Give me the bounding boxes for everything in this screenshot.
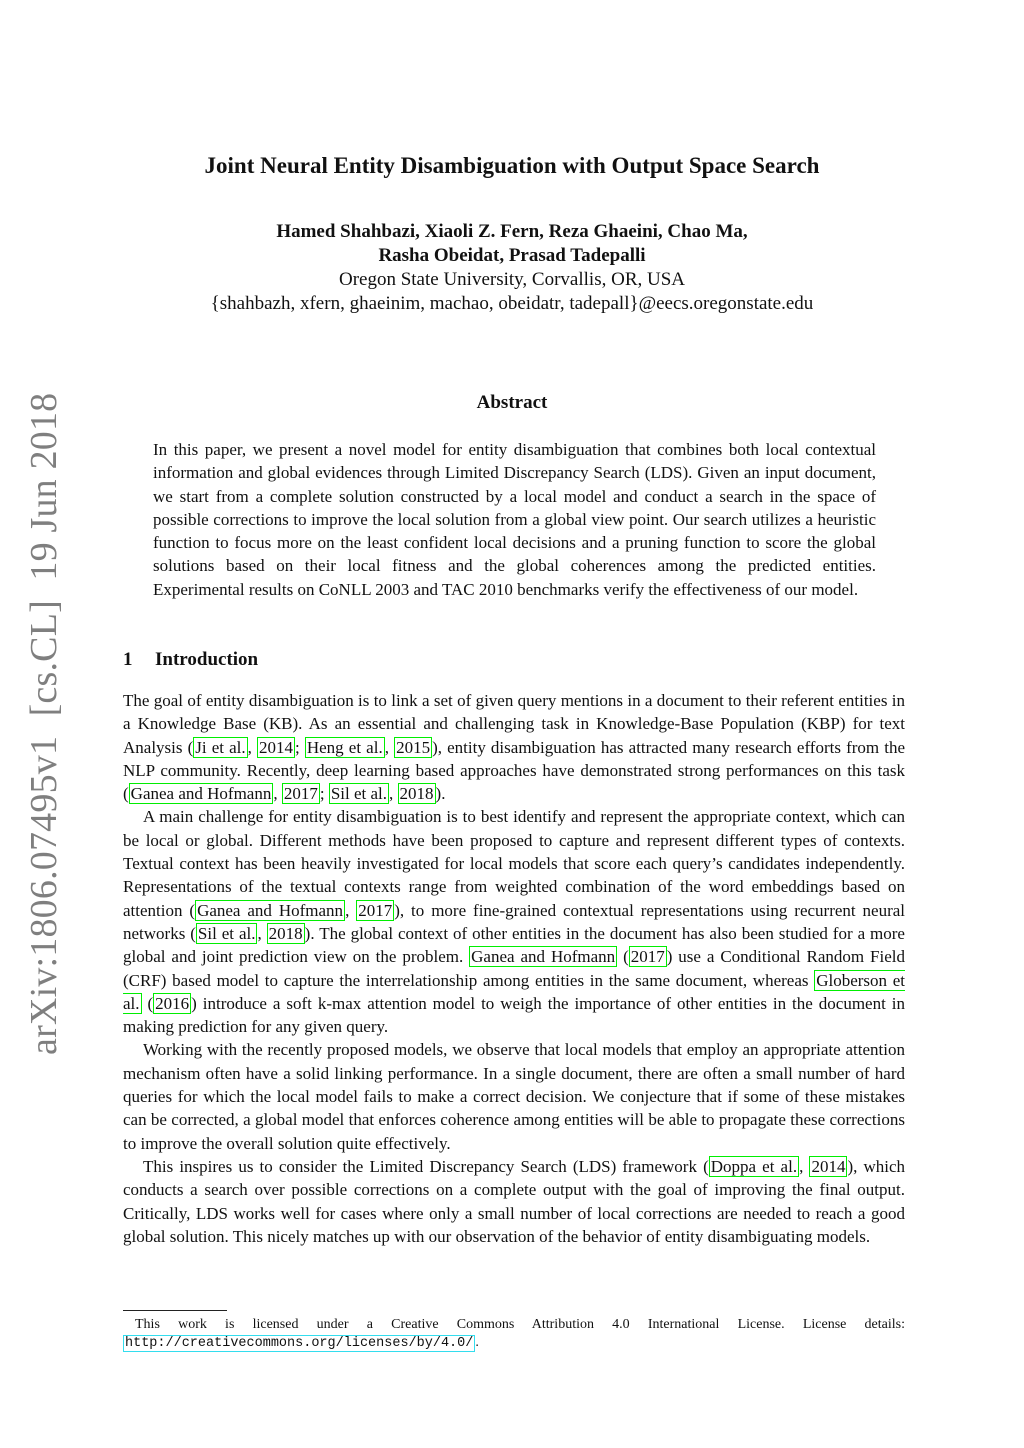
affiliation: Oregon State University, Corvallis, OR, USA bbox=[338, 269, 686, 290]
text-run: The goal of entity disambiguation is to link a set of given query mentions in a document to their referent entities in a Knowledge Base (KB). As an essential and challenging task in Knowledge-Base Population (KBP) for text Analysis ( bbox=[123, 691, 905, 757]
citation-link[interactable]: Heng et al. bbox=[306, 737, 383, 757]
section-heading-introduction bbox=[123, 646, 258, 674]
paper-title: Joint Neural Entity Disambiguation with Output Space Search bbox=[204, 153, 820, 178]
text-run: ( bbox=[617, 947, 629, 967]
text-run: ), to more fine-grained contextual representations using recurrent neural networks ( bbox=[123, 900, 906, 943]
citation-link[interactable]: 2017 bbox=[283, 784, 318, 804]
footnote-period: . bbox=[475, 1335, 479, 1350]
introduction-body bbox=[123, 689, 905, 1248]
citation-link[interactable]: Ganea and Hofmann bbox=[197, 900, 344, 920]
text-run: , bbox=[384, 737, 395, 757]
text-run: ), which conducts a search over possible corrections on a complete output with the goal of improving the final output. Critically, LDS works well for cases where only a small number of local corrections are needed to reach a good global solution. This nicely matches up with our observation of the behavior of entity disambiguating models. bbox=[123, 1156, 906, 1246]
citation-link[interactable]: 2014 bbox=[811, 1156, 846, 1176]
citation-link[interactable]: 2017 bbox=[630, 947, 665, 967]
text-run: ) introduce a soft k-max attention model to weigh the importance of other entities in the document in making prediction for any given query. bbox=[123, 993, 905, 1037]
text-run: , bbox=[247, 737, 258, 757]
paragraph-2 bbox=[123, 805, 905, 1038]
citation-link[interactable]: Ganea and Hofmann bbox=[130, 784, 272, 804]
citation-link[interactable]: Globerson et al. bbox=[123, 970, 905, 1013]
text-run: ). bbox=[435, 784, 446, 804]
paragraph-1 bbox=[123, 689, 905, 805]
license-footnote bbox=[123, 1316, 905, 1353]
text-run: This inspires us to consider the Limited Discrepancy Search (LDS) framework ( bbox=[143, 1156, 709, 1176]
text-run: ; bbox=[295, 737, 305, 757]
author-names-line-1: Hamed Shahbazi, Xiaoli Z. Fern, Reza Ghaeini, Chao Ma, bbox=[276, 221, 748, 242]
section-number: 1 bbox=[123, 649, 133, 670]
author-names-line-2: Rasha Obeidat, Prasad Tadepalli bbox=[378, 245, 646, 266]
arxiv-identifier-stamp: arXiv:1806.07495v1 [cs.CL] 19 Jun 2018 bbox=[23, 392, 65, 1055]
citation-link[interactable]: 2018 bbox=[399, 784, 434, 804]
paragraph-4 bbox=[123, 1155, 905, 1248]
footnote-divider bbox=[123, 1310, 227, 1311]
abstract-text: In this paper, we present a novel model for entity disambiguation that combines both local contextual information and global evidences through Limited Discrepancy Search (LDS). Given an input document, we start from a complete solution constructed by a local model and conduct a search in the space of possible corrections to improve the local solution from a global view point. Our search utilizes a heuristic function to focus more on the least confident local decisions and a pruning function to score the global solutions based on their local fitness and the global coherences among the predicted entities. Experimental results on CoNLL 2003 and TAC 2010 benchmarks verify the effectiveness of our model. bbox=[153, 440, 876, 599]
citation-link[interactable]: Sil et al. bbox=[330, 784, 388, 804]
author-emails: {shahbazh, xfern, ghaeinim, machao, obeidatr, tadepall}@eecs.oregonstate.edu bbox=[210, 293, 814, 314]
section-title: Introduction bbox=[155, 649, 259, 670]
author-block bbox=[0, 220, 1024, 316]
text-run: , bbox=[257, 923, 267, 943]
citation-link[interactable]: 2015 bbox=[396, 737, 431, 757]
text-run: ) use a Conditional Random Field (CRF) based model to capture the interrelationship among entities in the same document, whereas bbox=[123, 947, 905, 990]
text-run: ), entity disambiguation has attracted many research efforts from the NLP community. Recently, deep learning based approaches have demonstrated strong performances on this task ( bbox=[123, 737, 905, 804]
citation-link[interactable]: 2014 bbox=[259, 737, 294, 757]
text-run: ; bbox=[319, 784, 329, 804]
citation-link[interactable]: 2018 bbox=[268, 923, 303, 943]
license-url-link[interactable]: http://creativecommons.org/licenses/by/4.0/ bbox=[125, 1336, 474, 1351]
footnote-text: This work is licensed under a Creative Commons Attribution 4.0 International License. License details: bbox=[135, 1317, 905, 1332]
paragraph-3: Working with the recently proposed models, we observe that local models that employ an appropriate attention mechanism often have a solid linking performance. In a single document, there are often a small number of hard queries for which the local model fails to make a correct decision. We conjecture that if some of these mistakes can be corrected, a global model that enforces coherence among entities will be able to propagate these corrections to improve the overall solution quite effectively. bbox=[123, 1040, 905, 1153]
text-run: A main challenge for entity disambiguation is to best identify and represent the appropriate context, which can be local or global. Different methods have been proposed to capture and represent different types of contexts. Textual context has been heavily investigated for local models that score each query’s candidates independently. Representations of the textual contexts range from weighted combination of the word embeddings based on attention ( bbox=[123, 807, 905, 920]
citation-link[interactable]: 2017 bbox=[358, 900, 393, 920]
text-run: , bbox=[389, 784, 398, 804]
citation-link[interactable]: Ganea and Hofmann bbox=[471, 947, 616, 967]
citation-link[interactable]: Sil et al. bbox=[197, 923, 256, 943]
text-run: , bbox=[799, 1156, 810, 1176]
text-run: ). The global context of other entities in the document has also been studied for a more global and joint prediction view on the problem. bbox=[123, 923, 905, 967]
text-run: , bbox=[273, 784, 282, 804]
abstract-heading: Abstract bbox=[476, 392, 548, 413]
citation-link[interactable]: Doppa et al. bbox=[710, 1156, 798, 1176]
citation-link[interactable]: 2016 bbox=[155, 993, 190, 1013]
text-run: ( bbox=[141, 993, 154, 1013]
text-run: , bbox=[345, 900, 357, 920]
citation-link[interactable]: Ji et al. bbox=[195, 737, 246, 757]
